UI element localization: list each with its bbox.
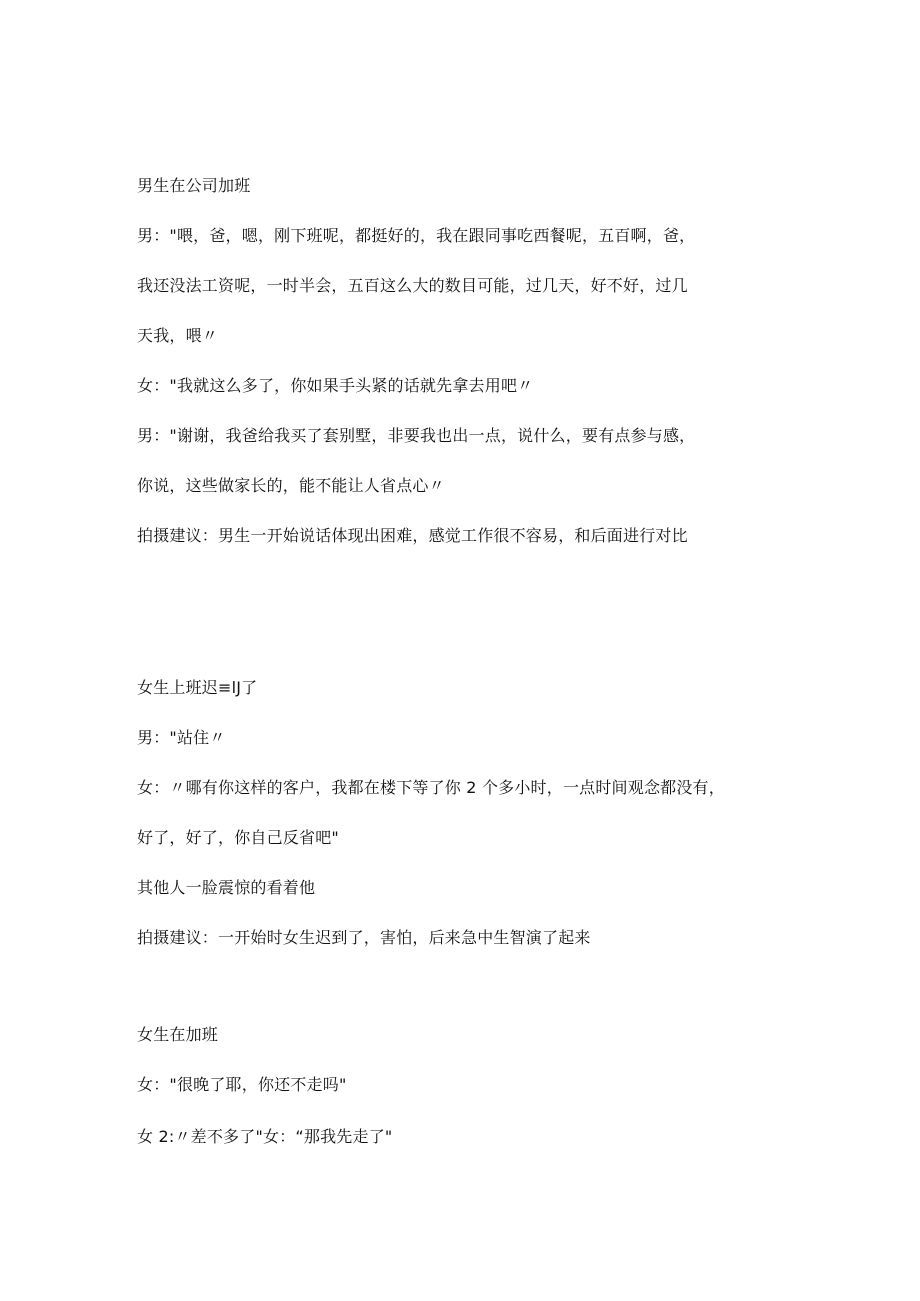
section-heading: 女生上班迟≡lJ了: [137, 678, 258, 697]
paragraph-line: 女："很晚了耶，你还不走吗": [137, 1075, 347, 1094]
paragraph-line: 好了，好了，你自己反省吧": [137, 828, 339, 847]
paragraph-line: 男："喂，爸，嗯，刚下班呢，都挺好的，我在跟同事吃西餐呢，五百啊，爸，: [137, 226, 696, 245]
paragraph-line: 女 2:〃差不多了"女：“那我先走了": [137, 1127, 393, 1146]
paragraph-line: 女："我就这么多了，你如果手头紧的话就先拿去用吧〃: [137, 376, 534, 395]
paragraph-line: 男："谢谢，我爸给我买了套别墅，非要我也出一点，说什么，要有点参与感，: [137, 426, 696, 445]
paragraph-line: 其他人一脸震惊的看着他: [137, 878, 316, 897]
paragraph-line: 天我，喂〃: [137, 326, 219, 345]
paragraph-line: 男："站住〃: [137, 728, 226, 747]
paragraph-line: 女：〃哪有你这样的客户，我都在楼下等了你 2 个多小时，一点时间观念都没有，: [137, 778, 725, 797]
shooting-suggestion: 拍摄建议：一开始时女生迟到了，害怕，后来急中生智演了起来: [137, 928, 591, 947]
paragraph-line: 我还没法工资呢，一时半会，五百这么大的数目可能，过几天，好不好，过几: [137, 276, 688, 295]
section-heading: 男生在公司加班: [137, 176, 251, 195]
section-heading: 女生在加班: [137, 1025, 219, 1044]
paragraph-line: 你说，这些做家长的，能不能让人省点心〃: [137, 476, 445, 495]
shooting-suggestion: 拍摄建议：男生一开始说话体现出困难，感觉工作很不容易，和后面进行对比: [137, 526, 688, 545]
